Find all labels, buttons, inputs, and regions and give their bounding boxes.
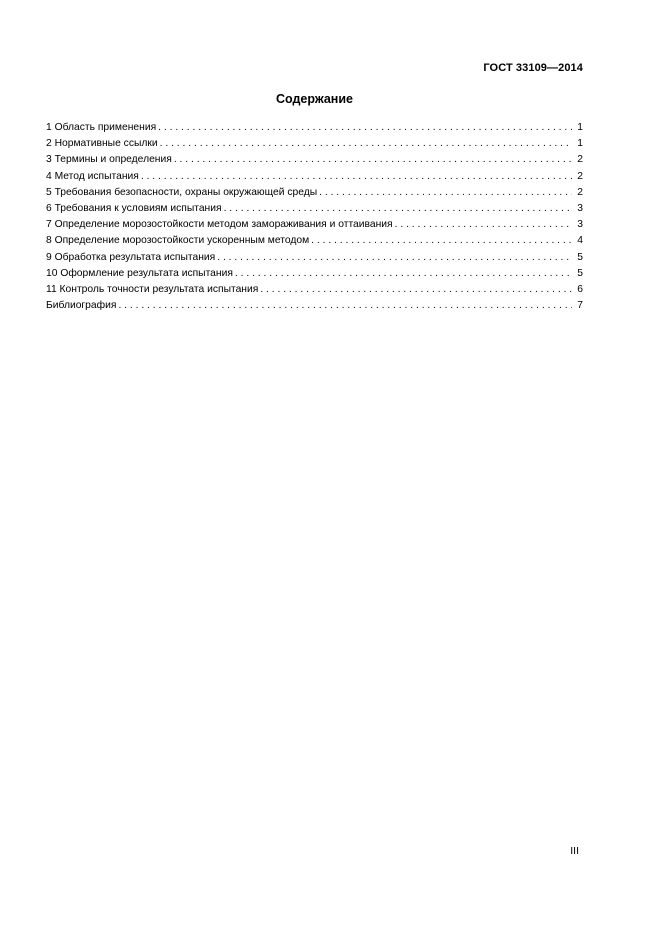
toc-entry-label: 7 Определение морозостойкости методом замораживания и оттаивания (46, 219, 393, 231)
toc-entry-label: 11 Контроль точности результата испытания (46, 283, 259, 295)
toc-entry-page: 4 (577, 235, 583, 247)
toc-entry-page: 3 (577, 219, 583, 231)
toc-dot-leader (217, 250, 572, 266)
toc-entry-page: 2 (577, 154, 583, 166)
toc-entry[interactable] (46, 201, 583, 217)
toc-entry[interactable] (46, 185, 583, 201)
toc-dot-leader (235, 266, 572, 282)
document-code: ГОСТ 33109—2014 (483, 62, 583, 74)
toc-entry[interactable] (46, 298, 583, 314)
toc-dot-leader (319, 185, 572, 201)
toc-entry[interactable] (46, 266, 583, 282)
toc-entry-page: 6 (577, 283, 583, 295)
toc-entry-page: 1 (577, 138, 583, 150)
toc-entry-page: 7 (577, 300, 583, 312)
toc-entry-page: 5 (577, 251, 583, 263)
toc-entry-label: 5 Требования безопасности, охраны окружающей среды (46, 186, 318, 198)
toc-entry-page: 3 (577, 202, 583, 214)
toc-entry-label: 4 Метод испытания (46, 170, 139, 182)
toc-dot-leader (260, 282, 572, 298)
toc-dot-leader (395, 217, 572, 233)
toc-dot-leader (311, 233, 572, 249)
toc-entry-label: 9 Обработка результата испытания (46, 251, 216, 263)
toc-entry[interactable] (46, 233, 583, 249)
toc-dot-leader (158, 120, 572, 136)
toc-entry-label: 3 Термины и определения (46, 154, 172, 166)
toc-entry-label: 6 Требования к условиям испытания (46, 202, 222, 214)
toc-title: Содержание (275, 92, 353, 106)
toc-entry-label: 10 Оформление результата испытания (46, 267, 233, 279)
toc-dot-leader (224, 201, 572, 217)
toc-entry-label: 1 Область применения (46, 122, 157, 133)
toc-entry[interactable] (46, 120, 583, 136)
table-of-contents (46, 120, 583, 314)
toc-entry[interactable] (46, 152, 583, 168)
toc-entry[interactable] (46, 136, 583, 152)
toc-dot-leader (118, 298, 572, 314)
toc-dot-leader (174, 152, 572, 168)
toc-entry-page: 1 (577, 122, 583, 133)
toc-entry-page: 5 (577, 267, 583, 279)
toc-entry-label: 8 Определение морозостойкости ускоренным методом (46, 235, 310, 247)
toc-entry-page: 2 (577, 186, 583, 198)
page-number: III (570, 845, 579, 857)
toc-entry-label: 2 Нормативные ссылки (46, 138, 158, 150)
toc-entry-label: Библиография (46, 300, 117, 312)
toc-entry[interactable] (46, 169, 583, 185)
toc-dot-leader (160, 136, 572, 152)
toc-dot-leader (141, 169, 572, 185)
toc-entry[interactable] (46, 217, 583, 233)
toc-entry[interactable] (46, 282, 583, 298)
toc-entry-page: 2 (577, 170, 583, 182)
toc-entry[interactable] (46, 250, 583, 266)
